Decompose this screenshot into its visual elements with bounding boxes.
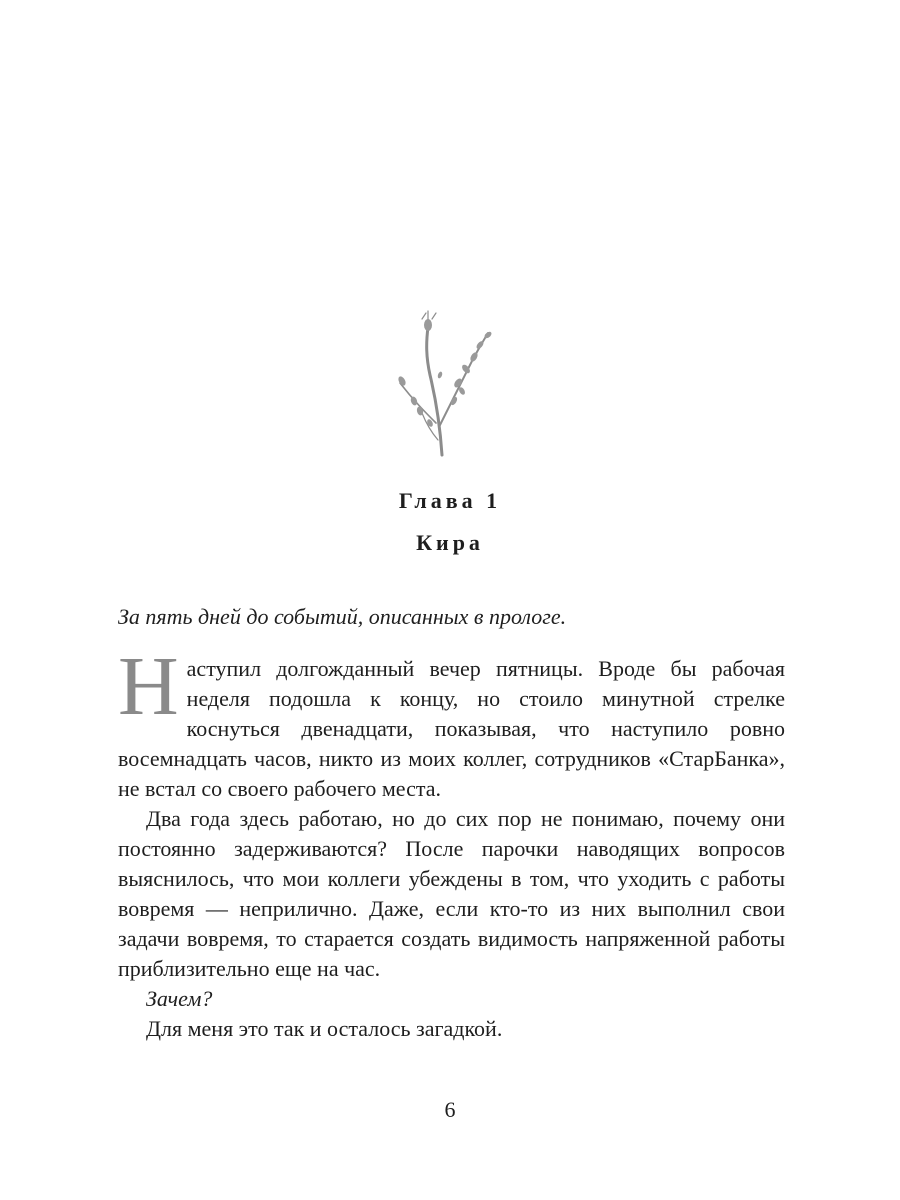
page-number: 6: [444, 1097, 456, 1122]
paragraph-1: [118, 640, 785, 804]
drop-cap: Н: [118, 640, 179, 733]
paragraph-1-text: аступил долгожданный вечер пятницы. Вроде бы рабочая неделя подошла к концу, но стоило минутной стрелке коснуться двенадцати, показывая, что наступило ровно восемнадцать часов, никто из моих коллег, сотрудников «СтарБанка», не встал со своего рабочего места.: [118, 656, 785, 801]
chapter-heading: [0, 485, 900, 559]
epigraph: За пять дней до событий, описанных в прологе.: [118, 604, 567, 629]
chapter-title: Кира: [416, 530, 484, 555]
chapter-label: Глава 1: [398, 488, 502, 513]
plant-ornament-icon: [370, 305, 510, 460]
paragraph-4: Для меня это так и осталось загадкой.: [146, 1016, 503, 1041]
paragraph-3: Зачем?: [146, 986, 213, 1011]
body-text: [118, 640, 785, 1044]
paragraph-2: Два года здесь работаю, но до сих пор не понимаю, почему они постоянно задерживаются? После парочки наводящих вопросов выяснилось, что мои коллеги убеждены в том, что уходить с работы вовремя — неприлично. Даже, если кто-то из них выполнил свои задачи вовремя, то старается создать видимость напряженной работы приблизительно еще на час.: [118, 806, 785, 981]
